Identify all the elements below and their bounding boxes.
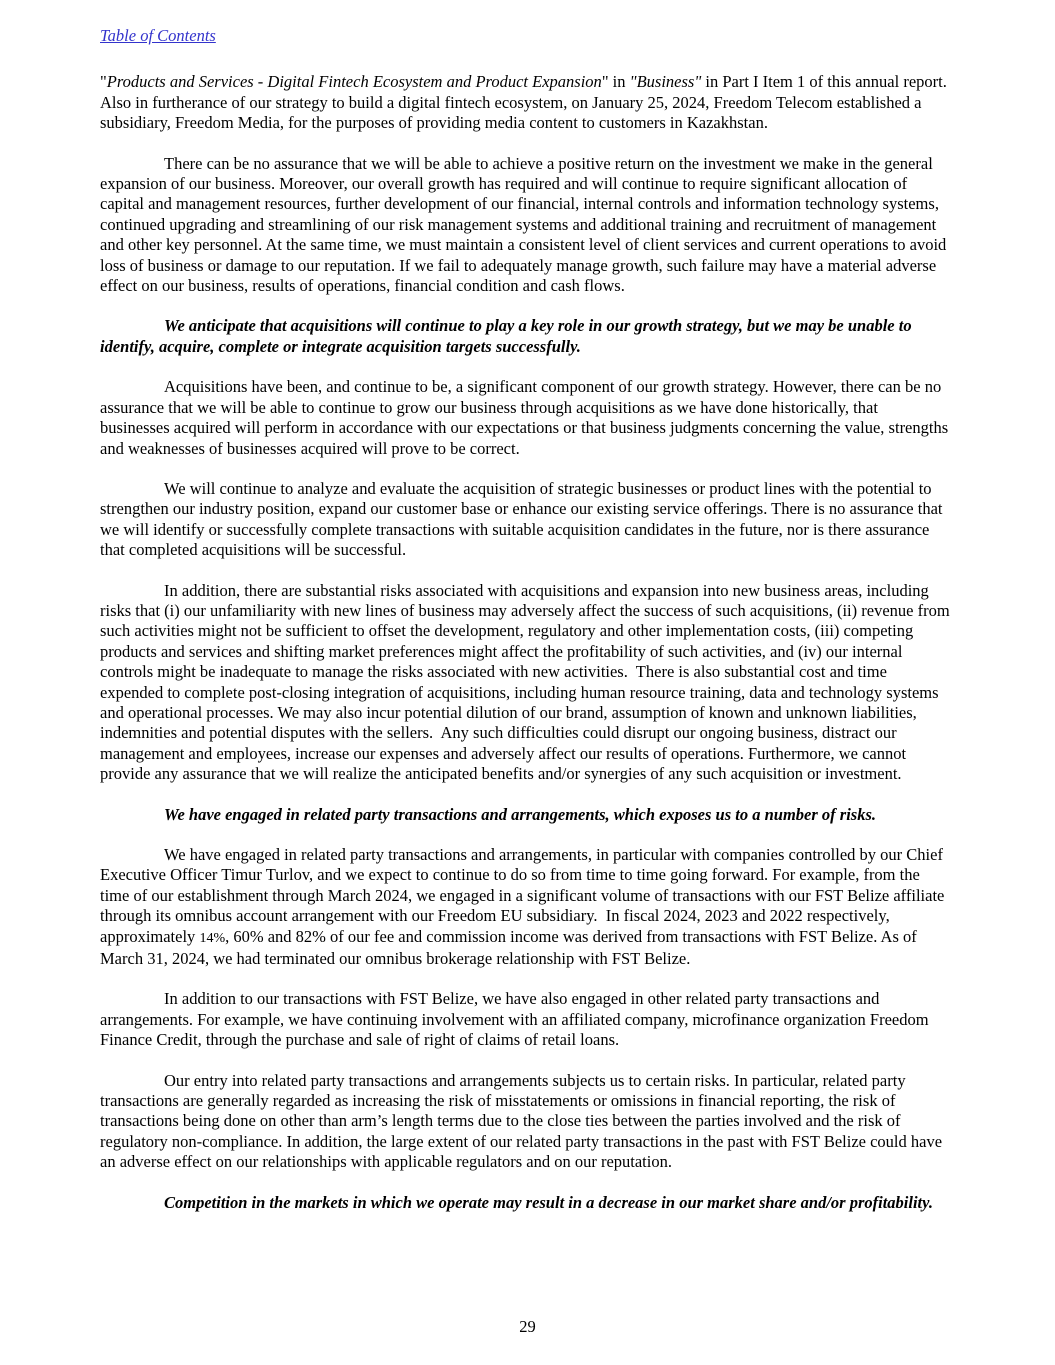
risk-heading-related-party: We have engaged in related party transactions and arrangements, which exposes us to a number of risks. xyxy=(164,804,877,824)
text-run: " in xyxy=(601,72,630,92)
text-run: , 60% and 82% of our fee and commission income was derived from transactions with FST Belize. As of March 31, 2024, we had terminated our omnibus brokerage relationship with FST Belize. xyxy=(100,926,917,969)
paragraph-acquisitions-component: Acquisitions have been, and continue to be, a significant component of our growth strategy. However, there can be no assurance that we will be able to continue to grow our business through acquisitions as we have done historically, that businesses acquired will perform in accordance with our expectations or that business judgments concerning the value, strengths and weaknesses of businesses acquired will prove to be correct. xyxy=(100,377,949,458)
paragraph-no-assurance-growth: There can be no assurance that we will be able to achieve a positive return on the investment we make in the general expansion of our business. Moreover, our overall growth has required and will continue to require significant allocation of capital and management resources, further development of our financial, internal controls and information technology systems, continued upgrading and streamlining of our risk management systems and additional training and recruitment of management and other key personnel. At the same time, we must maintain a consistent level of client services and current operations to avoid loss of business or damage to our reputation. If we fail to adequately manage growth, such failure may have a material adverse effect on our business, results of operations, financial condition and cash flows. xyxy=(100,153,947,296)
italic-run-business: "Business" xyxy=(629,72,702,92)
paragraph-related-party-risks: Our entry into related party transactions and arrangements subjects us to certain risks. In particular, related party transactions are generally regarded as increasing the risk of misstatements or omissions in financial reporting, the risk of transactions being done on other than arm’s length terms due to the close ties between the parties involved and the risk of regulatory non-compliance. In addition, the large extent of our related party transactions in the past with FST Belize could have an adverse effect on our relationships with applicable regulators and on our reputation. xyxy=(100,1070,943,1172)
italic-run-products-services: Products and Services - Digital Fintech Ecosystem and Product Expansion xyxy=(106,72,602,92)
toc-link-row xyxy=(100,26,951,46)
risk-heading-acquisitions: We anticipate that acquisitions will continue to play a key role in our growth strategy, but we may be unable to identify, acquire, complete or integrate acquisition targets successfully. xyxy=(100,316,912,356)
text-run: in Part I Item 1 of this annual report. Also in furtherance of our strategy to build a digital fintech ecosystem, on January 25, 2024, Freedom Telecom established a subsidiary, Freedom Media, for the purposes of providing media content to customers in Kazakhstan. xyxy=(100,72,951,133)
quote-mark: " xyxy=(100,72,107,92)
text-run: We have engaged in related party transactions and arrangements, in particular with companies controlled by our Chief Executive Officer Timur Turlov, and we expect to continue to do so from time to time going forward. For example, from the time of our establishment through March 2024, we engaged in a significant volume of transactions with our FST Belize affiliate through its omnibus account arrangement with our Freedom EU subsidiary. In fiscal 2024, 2023 and 2022 respectively, approximately xyxy=(100,845,945,946)
page-number: 29 xyxy=(519,1316,536,1336)
paragraph-related-party-transactions xyxy=(100,845,951,969)
paragraph-analyze-evaluate: We will continue to analyze and evaluate the acquisition of strategic businesses or product lines with the potential to strengthen our industry position, expand our customer base or enhance our existing service offerings. There is no assurance that we will identify or successfully complete transactions with suitable acquisition candidates in the future, nor is there assurance that completed acquisitions will be successful. xyxy=(100,478,943,560)
paragraph-products-services xyxy=(100,72,951,133)
small-text-run-percentage: 14% xyxy=(199,930,226,946)
risk-heading-competition: Competition in the markets in which we operate may result in a decrease in our market share and/or profitability. xyxy=(164,1192,933,1212)
paragraph-substantial-risks: In addition, there are substantial risks associated with acquisitions and expansion into new business areas, including risks that (i) our unfamiliarity with new lines of business may adversely affect the success of such acquisitions, (ii) revenue from such activities might not be sufficient to offset the development, regulatory and other implementation costs, (iii) competing products and services and shifting market preferences might affect the profitability of such activities, and (iv) our internal controls might be inadequate to manage the risks associated with new activities. There is also substantial cost and time expended to complete post-closing integration of acquisitions, including human resource training, data and technology systems and operational processes. We may also incur potential dilution of our brand, assumption of known and unknown liabilities, indemnities and potential disputes with the sellers. Any such difficulties could disrupt our ongoing business, distract our management and employees, increase our expenses and adversely affect our results of operations. Furthermore, we cannot provide any assurance that we will realize the anticipated benefits and/or synergies of any such acquisition or investment. xyxy=(100,580,950,784)
table-of-contents-link[interactable]: Table of Contents xyxy=(100,26,216,45)
paragraph-fst-belize-other: In addition to our transactions with FST Belize, we have also engaged in other related party transactions and arrangements. For example, we have continuing involvement with an affiliated company, microfinance organization Freedom Finance Credit, through the purchase and sale of right of claims of retail loans. xyxy=(100,989,929,1050)
